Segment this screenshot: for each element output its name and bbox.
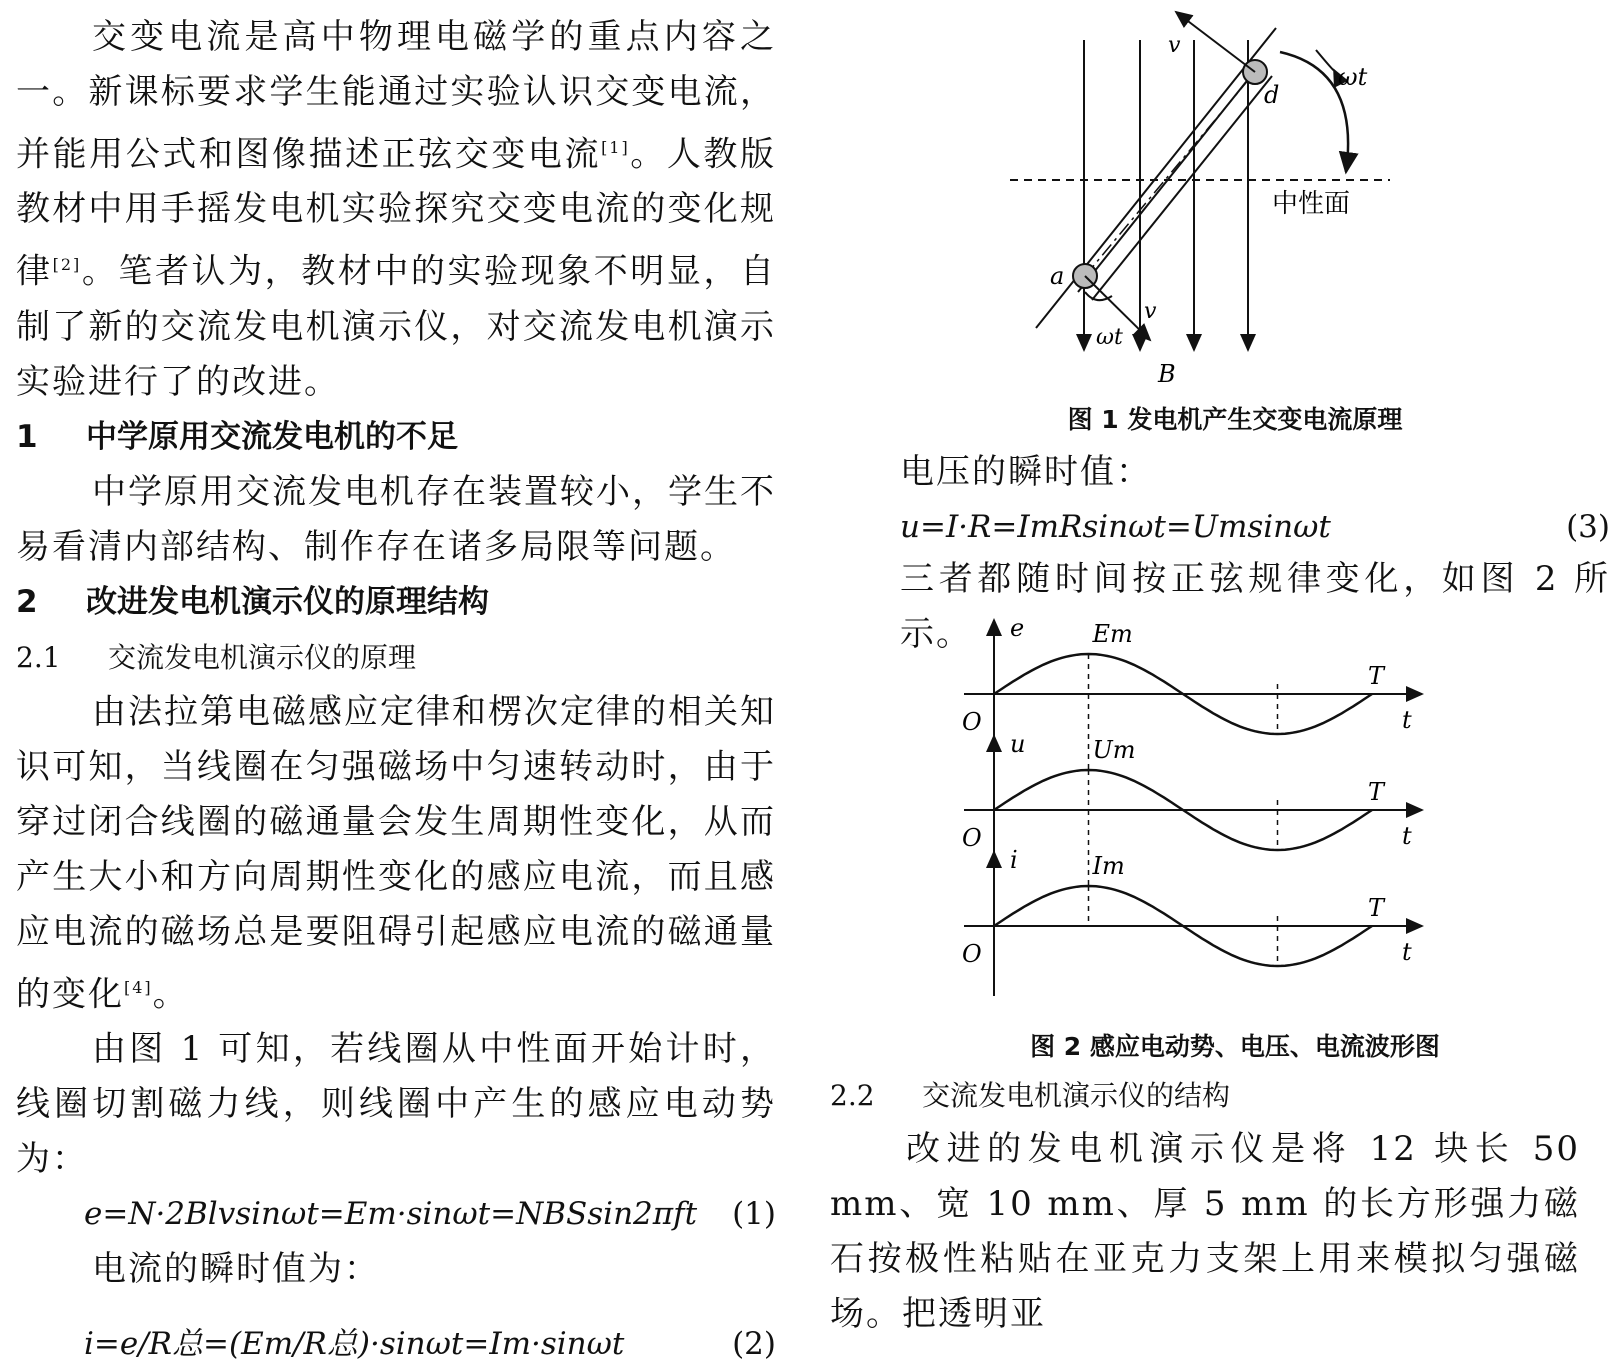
section-2-2-heading: 2.2 交流发电机演示仪的结构 bbox=[830, 1079, 1231, 1112]
equation-1: e=N·2Blvsinωt=Em·sinωt=NBSsin2πft (1) bbox=[84, 1195, 776, 1232]
label-v-top: v bbox=[1168, 33, 1181, 58]
velocity-arrow-top bbox=[1176, 12, 1255, 72]
paragraph-structure: 改进的发电机演示仪是将 12 块长 50 mm、宽 10 mm、厚 5 mm 的长方形强力磁石按极性粘贴在亚克力支架上用来模拟匀强磁场。把透明亚 bbox=[830, 1129, 1580, 1334]
paragraph-sine: 三者都随时间按正弦规律变化，如图 2 所示。 bbox=[900, 559, 1610, 654]
equation-3: u=I·R=ImRsinωt=Umsinωt (3) bbox=[900, 509, 1610, 545]
equation-2: i=e/R总=(Em/R总)·sinωt=Im·sinωt (2) bbox=[84, 1325, 776, 1362]
period-label-u: T bbox=[1368, 778, 1385, 806]
figure-2-waveforms bbox=[860, 610, 1610, 1030]
label-neutral-plane: 中性面 bbox=[1272, 189, 1351, 219]
peak-label-u: Um bbox=[1092, 736, 1136, 764]
paragraph-section-1: 中学原用交流发电机存在装置较小，学生不易看清内部结构、制作存在诸多局限等问题。 bbox=[16, 471, 776, 567]
peak-label-i: Im bbox=[1092, 852, 1125, 880]
label-B: B bbox=[1158, 360, 1176, 388]
left-column bbox=[16, 0, 776, 1372]
origin-label-e: O bbox=[962, 708, 982, 736]
ylabel-e: e bbox=[1010, 614, 1025, 642]
coil-side-2 bbox=[1092, 76, 1272, 300]
xlabel-i: t bbox=[1402, 938, 1412, 966]
label-omega-t-top: ωt bbox=[1338, 63, 1368, 91]
section-2-heading: 2 改进发电机演示仪的原理结构 bbox=[16, 583, 489, 620]
period-label-e: T bbox=[1368, 662, 1385, 690]
period-label-i: T bbox=[1368, 894, 1385, 922]
field-lines bbox=[1084, 40, 1248, 350]
omega-arrow-small bbox=[1316, 50, 1334, 71]
coil-axis-line bbox=[1036, 28, 1276, 328]
figure-1-diagram bbox=[860, 0, 1610, 390]
peak-label-e: Em bbox=[1092, 620, 1133, 648]
paragraph-principle: 由法拉第电磁感应定律和楞次定律的相关知识可知，当线圈在匀强磁场中匀速转动时，由于穿过闭合线圈的磁通量会发生周期性变化，从而产生大小和方向周期性变化的感应电流，而且感应电流的磁场总是要阻碍引起感应电流的磁通量的变化[4]。 bbox=[16, 691, 776, 1014]
label-a: a bbox=[1050, 262, 1065, 290]
figure-2-caption: 图 2 感应电动势、电压、电流波形图 bbox=[1030, 1032, 1440, 1061]
figure-1-caption: 图 1 发电机产生交变电流原理 bbox=[1067, 405, 1403, 434]
paragraph-intro: 交变电流是高中物理电磁学的重点内容之一。新课标要求学生能通过实验认识交变电流，并能用公式和图像描述正弦交变电流[1]。人教版教材中用手摇发电机实验探究交变电流的变化规律[2]。笔者认为，教材中的实验现象不明显，自制了新的交流发电机演示仪，对交流发电机演示实验进行了的改进。 bbox=[16, 17, 777, 402]
paragraph-voltage: 电压的瞬时值： bbox=[900, 452, 1152, 492]
coil-side-1 bbox=[1078, 62, 1262, 292]
xlabel-u: t bbox=[1402, 822, 1412, 850]
xlabel-e: t bbox=[1402, 706, 1412, 734]
origin-label-i: O bbox=[962, 940, 982, 968]
coil-centerline bbox=[1085, 72, 1255, 276]
paragraph-current: 电流的瞬时值为： bbox=[92, 1248, 380, 1289]
section-1-heading: 1 中学原用交流发电机的不足 bbox=[16, 418, 458, 455]
label-d: d bbox=[1264, 81, 1280, 109]
section-2-1-heading: 2.1 交流发电机演示仪的原理 bbox=[16, 640, 417, 674]
label-v-bottom: v bbox=[1144, 299, 1157, 324]
paragraph-figure1-ref: 由图 1 可知，若线圈从中性面开始计时，线圈切割磁力线，则线圈中产生的感应电动势为： bbox=[16, 1028, 776, 1179]
origin-label-u: O bbox=[962, 824, 982, 852]
label-omega-t-bottom: ωt bbox=[1096, 325, 1123, 350]
ylabel-u: u bbox=[1010, 730, 1026, 758]
ylabel-i: i bbox=[1010, 846, 1018, 874]
